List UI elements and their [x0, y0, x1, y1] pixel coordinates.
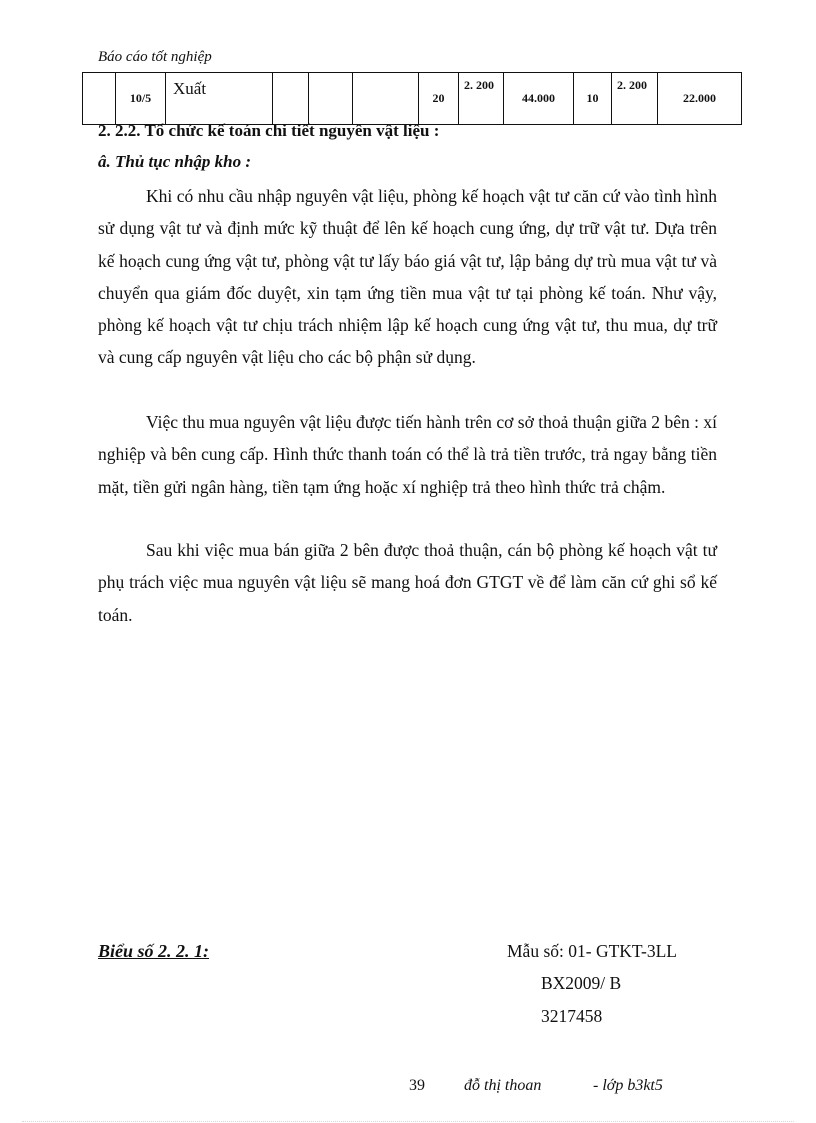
- running-header: Báo cáo tốt nghiệp: [98, 49, 212, 65]
- paragraph: Sau khi việc mua bán giữa 2 bên được thoả thuận, cán bộ phòng kế hoạch vật tư phụ trách việc mua nguyên vật liệu sẽ mang hoá đơn GTGT về để làm căn cứ ghi sổ kế toán.: [98, 540, 717, 625]
- paragraph: Việc thu mua nguyên vật liệu được tiến hành trên cơ sở thoả thuận giữa 2 bên : xí nghiệp và bên cung cấp. Hình thức thanh toán có thể là trả tiền trước, trả ngay bằng tiền mặt, tiền gửi ngân hàng, tiền tạm ứng hoặc xí nghiệp trả theo hình thức trả chậm.: [98, 412, 717, 497]
- page-number: 39: [409, 1077, 425, 1094]
- table-cell: [273, 73, 309, 125]
- table-cell-quantity: 10: [574, 73, 612, 125]
- ledger-table: [82, 72, 742, 125]
- form-series: BX2009/ B: [541, 973, 622, 993]
- page-bottom-border: [22, 1121, 794, 1122]
- form-number: 3217458: [541, 1006, 603, 1026]
- table-cell: [83, 73, 116, 125]
- table-cell: [309, 73, 353, 125]
- form-label: Biểu số 2. 2. 1:: [98, 941, 210, 961]
- table-cell-unit-price: 2. 200: [459, 73, 504, 125]
- form-code: Mẫu số: 01- GTKT-3LL: [507, 941, 677, 961]
- table-row: [83, 73, 742, 125]
- footer-class: - lớp b3kt5: [593, 1077, 663, 1094]
- table-cell-date: 10/5: [116, 73, 166, 125]
- paragraph: Khi có nhu cầu nhập nguyên vật liệu, phòng kế hoạch vật tư căn cứ vào tình hình sử dụng vật tư và định mức kỹ thuật để lên kế hoạch cung ứng, dự trữ vật tư. Dựa trên kế hoạch cung ứng vật tư, phòng vật tư lấy báo giá vật tư, lập bảng dự trù mua vật tư và chuyển qua giám đốc duyệt, xin tạm ứng tiền mua vật tư tại phòng kế toán. Như vậy, phòng kế hoạch vật tư chịu trách nhiệm lập kế hoạch cung ứng vật tư, thu mua, dự trữ và cung cấp nguyên vật liệu cho các bộ phận sử dụng.: [98, 186, 717, 368]
- footer-author: đỗ thị thoan: [464, 1077, 542, 1094]
- table-cell-description: Xuất: [166, 73, 273, 125]
- table-cell-amount: 44.000: [504, 73, 574, 125]
- table-cell: [353, 73, 419, 125]
- table-cell-unit-price: 2. 200: [612, 73, 658, 125]
- section-heading: 2. 2.2. Tổ chức kế toán chi tiết nguyên vật liệu :: [98, 121, 440, 140]
- section-subheading: â. Thủ tục nhập kho :: [98, 152, 252, 171]
- table-cell-quantity: 20: [419, 73, 459, 125]
- table-cell-amount: 22.000: [658, 73, 742, 125]
